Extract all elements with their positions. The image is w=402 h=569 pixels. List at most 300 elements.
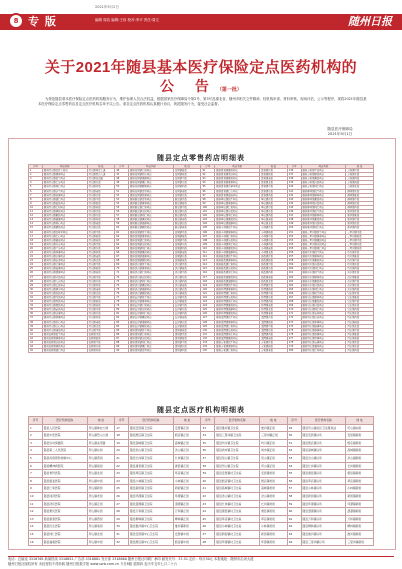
- table-cell: 淮河镇西街: [346, 226, 374, 230]
- table-cell: 15: [29, 226, 43, 230]
- table-row: [29, 424, 374, 432]
- table-cell: 随县厉山镇德仁药店: [42, 197, 87, 201]
- table-cell: 173: [287, 320, 301, 324]
- table-cell: 随县环潭镇诊所: [301, 500, 346, 508]
- table-cell: 随县草店镇济民药店: [215, 210, 260, 214]
- table-cell: 22: [29, 255, 43, 259]
- table-cell: 草店镇老街: [260, 515, 288, 523]
- table-cell: 122: [201, 296, 215, 300]
- table-cell: 随县万和镇惠民药店: [301, 177, 346, 181]
- table-cell: 169: [287, 304, 301, 308]
- table-cell: 厉山镇老街: [87, 271, 115, 275]
- table-cell: 小林镇北街: [260, 250, 288, 254]
- table-cell: 殷店镇新街: [173, 201, 201, 205]
- table-cell: 澴潭镇新街: [346, 508, 374, 516]
- table-row: [29, 454, 374, 462]
- table-cell: 随县厉山镇好心药店: [42, 320, 87, 324]
- table-cell: 113: [201, 259, 215, 263]
- table-cell: 随县洪山镇诊所: [301, 454, 346, 462]
- table-cell: 154: [287, 242, 301, 246]
- table-cell: 34: [29, 304, 43, 308]
- table-cell: 随县康复医院: [42, 477, 87, 485]
- masthead: [0, 0, 402, 42]
- table-cell: 随县淮河镇济民药店: [301, 222, 346, 226]
- table-cell: 172: [287, 316, 301, 320]
- table-cell: 16: [29, 538, 43, 546]
- table-cell: 随县草店镇卫生院: [129, 470, 174, 478]
- table-cell: 三里岗镇东街: [346, 242, 374, 246]
- table-cell: 随县厉山镇为民药店: [42, 296, 87, 300]
- table-cell: 唐县镇南街: [260, 177, 288, 181]
- table-cell: 85: [115, 328, 129, 332]
- table-cell: 随县高城镇民生药店: [129, 230, 174, 234]
- table-cell: 尚市镇正街: [260, 447, 288, 455]
- table-cell: 33: [201, 424, 215, 432]
- table-cell: 12: [29, 508, 43, 516]
- table-cell: 安居镇中街: [173, 177, 201, 181]
- table-cell: 19: [29, 242, 43, 246]
- table-cell: 安居镇老街: [260, 470, 288, 478]
- table-cell: 50: [115, 185, 129, 189]
- table-cell: 59: [115, 222, 129, 226]
- table-cell: 高城镇正街: [173, 230, 201, 234]
- table-cell: 厉山镇北街: [346, 324, 374, 328]
- table-cell: 17: [115, 424, 129, 432]
- table-cell: 厉山镇南街: [87, 189, 115, 193]
- table-cell: 厉山镇南街: [87, 523, 115, 531]
- table-cell: 厉山镇老街: [346, 336, 374, 340]
- table-cell: 80: [115, 308, 129, 312]
- table-cell: 草店镇新街: [260, 201, 288, 205]
- table-cell: 24: [29, 263, 43, 267]
- table-cell: 草店镇正街: [173, 470, 201, 478]
- table-cell: 随县唐县镇诊所: [301, 470, 346, 478]
- table-cell: 随县同济医院: [42, 492, 87, 500]
- table-cell: 安居镇新街: [173, 169, 201, 173]
- table-cell: 厉山镇西街: [87, 316, 115, 320]
- table-cell: 新街镇南街: [260, 275, 288, 279]
- table-cell: 唐县镇正街: [173, 332, 201, 336]
- table-cell: 随县三里岗镇民生药店: [301, 230, 346, 234]
- table-cell: 随县厉山镇大众药店: [42, 279, 87, 283]
- table-cell: 39: [29, 324, 43, 328]
- table-cell: 53: [287, 454, 301, 462]
- table-cell: 随县厉山镇健民药店: [42, 226, 87, 230]
- table-cell: 随县唐县镇康泰药店: [215, 181, 260, 185]
- table-cell: 随县唐县镇卫生院: [129, 462, 174, 470]
- table-cell: 厉山镇神农大道: [87, 169, 115, 173]
- table-cell: 随县厉山镇永康药店: [42, 255, 87, 259]
- table-cell: 环潭镇新街: [346, 500, 374, 508]
- table-cell: 140: [287, 185, 301, 189]
- table-cell: 随县唐县镇济民药店: [129, 336, 174, 340]
- table-cell: 唐县镇东街: [260, 189, 288, 193]
- table-cell: 随县柳林镇卫生院: [129, 515, 174, 523]
- table-cell: 163: [287, 279, 301, 283]
- table-cell: 淮河镇新街: [346, 530, 374, 538]
- table-cell: 唐县镇中街: [260, 185, 288, 189]
- table-cell: 96: [201, 189, 215, 193]
- table-cell: 随县唐县镇健民药店: [215, 177, 260, 181]
- table-cell: 小林镇南街: [260, 246, 288, 250]
- table-cell: 尚市镇新街: [346, 275, 374, 279]
- table-cell: 134: [201, 345, 215, 349]
- table-cell: 随县厉山镇保康药店: [301, 332, 346, 336]
- table-cell: 53: [115, 197, 129, 201]
- table-cell: 随县小林镇民生药店: [215, 226, 260, 230]
- footer-line-1: 电话：总编室 3318765 新闻热线 3318852 广告部 3318881 发行部 3318860 随州日报社印刷厂承印 邮发代号：37-51 定价：每月30元 本报地址：随州市沿河大道: [8, 557, 254, 561]
- table-cell: 随县安居镇仁和药店: [129, 169, 174, 173]
- table-cell: 淮河镇中街: [346, 218, 374, 222]
- table-cell: 121: [201, 291, 215, 295]
- table-cell: 54: [115, 201, 129, 205]
- table-cell: 厉山镇北街: [87, 259, 115, 263]
- table-cell: 厉山镇北街: [87, 291, 115, 295]
- table-cell: 63: [287, 530, 301, 538]
- table-cell: 随县唐县镇百姓药店: [129, 349, 174, 353]
- table-cell: 75: [115, 287, 129, 291]
- table-cell: 厉山镇正街: [87, 242, 115, 246]
- table-cell: 随县高城镇康泰药店: [129, 234, 174, 238]
- table-cell: 随县洪山镇卫生院: [129, 447, 174, 455]
- table-cell: 洪山镇新街: [173, 267, 201, 271]
- table-cell: 唐县镇中街: [173, 341, 201, 345]
- table-cell: 随县环潭镇福康药店: [215, 308, 260, 312]
- column-header: 地 址: [346, 165, 374, 169]
- table-cell: 58: [115, 218, 129, 222]
- table-cell: 随县洪山镇惠民药店: [129, 283, 174, 287]
- page-number: 8: [13, 17, 19, 25]
- table-cell: 小林镇西街: [260, 242, 288, 246]
- column-header: 序号: [115, 165, 129, 169]
- table-cell: 随县安居镇卫生院: [129, 424, 174, 432]
- table-cell: 109: [201, 242, 215, 246]
- table-cell: 随县厉山镇益民药店: [42, 201, 87, 205]
- table-cell: 随县吴山镇民生药店: [301, 291, 346, 295]
- table-cell: 178: [287, 341, 301, 345]
- table-cell: 厉山镇老街: [87, 238, 115, 242]
- table-cell: 170: [287, 308, 301, 312]
- table-cell: 随县安居镇济民药店: [42, 341, 87, 345]
- table-cell: 87: [115, 336, 129, 340]
- table-cell: 26: [29, 271, 43, 275]
- table-cell: 随县厉山镇惠民药店: [42, 214, 87, 218]
- table-cell: 随县厉山镇仁寿药店: [301, 349, 346, 353]
- table-cell: 35: [29, 308, 43, 312]
- table-cell: 随县柳林镇惠民药店: [301, 197, 346, 201]
- table-cell: 随县洪山镇村卫生室: [215, 492, 260, 500]
- table-cell: 115: [201, 267, 215, 271]
- table-cell: 95: [201, 185, 215, 189]
- table-cell: 随县人民医院: [42, 424, 87, 432]
- table-cell: 尚市镇东街: [346, 283, 374, 287]
- table-cell: 随县环潭镇仁和药店: [215, 291, 260, 295]
- table-cell: 随县新街镇民生药店: [215, 255, 260, 259]
- table-cell: 随县安居镇同心药店: [129, 173, 174, 177]
- table-cell: 随县厉山镇康泰药店: [42, 173, 87, 177]
- table-cell: 随县殷店镇同仁药店: [129, 214, 174, 218]
- table-cell: 厉山镇西街: [87, 185, 115, 189]
- table-cell: 厉山镇烈山大道: [87, 432, 115, 440]
- table-cell: 56: [115, 210, 129, 214]
- table-cell: 随县小林镇济民药店: [215, 238, 260, 242]
- table-cell: 厉山镇东街: [87, 246, 115, 250]
- table-cell: 洪山镇东街: [173, 275, 201, 279]
- table-cell: 60: [287, 508, 301, 516]
- table-cell: 随县骨科医院: [42, 470, 87, 478]
- table-cell: 165: [287, 287, 301, 291]
- table-cell: 小林镇东街: [260, 238, 288, 242]
- table-cell: 长岗镇东街: [173, 308, 201, 312]
- table-cell: 随县万和镇济民药店: [301, 181, 346, 185]
- table-cell: 洪山镇南街: [173, 283, 201, 287]
- table-cell: 52: [115, 193, 129, 197]
- table-cell: 117: [201, 275, 215, 279]
- table-cell: 106: [201, 230, 215, 234]
- table-cell: 180: [287, 349, 301, 353]
- table-cell: 174: [287, 324, 301, 328]
- table-cell: 新街镇西街: [260, 271, 288, 275]
- table-cell: 随县康泰医院: [42, 515, 87, 523]
- table-cell: 长岗镇中街: [173, 304, 201, 308]
- table-cell: 随县小林镇同仁药店: [215, 242, 260, 246]
- table-cell: 随县新街镇惠民药店: [215, 275, 260, 279]
- table-cell: 27: [115, 500, 129, 508]
- table-cell: 99: [201, 201, 215, 205]
- table-cell: 71: [115, 271, 129, 275]
- table-cell: 3: [29, 177, 43, 181]
- table-cell: 61: [115, 230, 129, 234]
- table-cell: 厉山镇东街: [87, 312, 115, 316]
- table-cell: 3: [29, 439, 43, 447]
- table-cell: 吴山镇正街: [260, 454, 288, 462]
- table-cell: 厉山镇东街: [87, 279, 115, 283]
- table-cell: 吴山镇中街: [346, 300, 374, 304]
- table-cell: 厉山镇炎帝路: [87, 439, 115, 447]
- table-cell: 随县厉山镇济世药店: [301, 316, 346, 320]
- column-header: 医疗机构名称: [215, 417, 260, 425]
- table-cell: 随县三里岗镇康泰药店: [301, 234, 346, 238]
- table-cell: 随县厉山镇福安药店: [42, 238, 87, 242]
- table-cell: 111: [201, 250, 215, 254]
- table-cell: 随县安居镇康泰药店: [42, 336, 87, 340]
- table-cell: 洪山镇北街: [173, 287, 201, 291]
- table-cell: 随县环潭镇同仁药店: [215, 300, 260, 304]
- table-cell: 8: [29, 477, 43, 485]
- table-cell: 随县厉山镇瑞康药店: [301, 324, 346, 328]
- table-cell: 环潭镇老街: [260, 312, 288, 316]
- table-cell: 唐县镇西街: [260, 193, 288, 197]
- table-cell: 淮河镇新街: [173, 523, 201, 531]
- table-cell: 随县小林镇福康药店: [215, 250, 260, 254]
- table-cell: 随县厉山镇天济药店: [42, 242, 87, 246]
- table-cell: 澴潭镇东街: [260, 328, 288, 332]
- table-cell: 环潭镇正街: [260, 283, 288, 287]
- table-cell: 随县殷店镇村卫生室: [215, 477, 260, 485]
- table-cell: 厉山镇中街: [87, 230, 115, 234]
- table-cell: 11: [29, 500, 43, 508]
- table-cell: 淮河镇新街: [346, 214, 374, 218]
- table-cell: 随县殷店镇百姓药店: [129, 197, 174, 201]
- table-cell: 17: [29, 234, 43, 238]
- table-cell: 安居镇东街: [173, 181, 201, 185]
- column-header: 序号: [29, 417, 43, 425]
- table-cell: 随县新街镇济民药店: [215, 267, 260, 271]
- table-cell: 153: [287, 238, 301, 242]
- page-footer: [0, 556, 402, 569]
- table-cell: 随县安居镇民康药店: [129, 193, 174, 197]
- table-cell: 小林镇老街: [260, 523, 288, 531]
- column-header: 序号: [29, 165, 43, 169]
- table-cell: 145: [287, 205, 301, 209]
- table-cell: 高城镇北街: [173, 255, 201, 259]
- table-cell: 环潭镇东街: [260, 296, 288, 300]
- table-cell: 随县淮河镇民生药店: [301, 210, 346, 214]
- table-cell: 10: [29, 492, 43, 500]
- table-cell: 55: [115, 205, 129, 209]
- table-cell: 随县唐县镇村卫生室: [215, 508, 260, 516]
- table-cell: 146: [287, 210, 301, 214]
- table-cell: 28: [29, 279, 43, 283]
- table-cell: 厉山镇东街: [346, 424, 374, 432]
- table-row: [29, 477, 374, 485]
- table-cell: 随县殷店镇惠民药店: [129, 218, 174, 222]
- table-cell: 澴潭镇正街: [260, 316, 288, 320]
- table-cell: 42: [29, 336, 43, 340]
- table-cell: 69: [115, 263, 129, 267]
- table-cell: 46: [115, 169, 129, 173]
- table-row: [29, 349, 374, 353]
- table-cell: 64: [287, 538, 301, 546]
- column-header: 地 址: [260, 417, 288, 425]
- table-cell: 73: [115, 279, 129, 283]
- table-cell: 随县厉山镇康宁药店: [42, 287, 87, 291]
- table-cell: 环潭镇老街: [260, 538, 288, 546]
- table-cell: 新街镇正街: [173, 485, 201, 493]
- table-cell: 随县万和镇康民药店: [301, 173, 346, 177]
- table-cell: 43: [29, 341, 43, 345]
- table-cell: 132: [201, 336, 215, 340]
- table-cell: 安居镇北街: [173, 193, 201, 197]
- table-cell: 23: [29, 259, 43, 263]
- table-cell: 安居镇中街: [87, 341, 115, 345]
- table-cell: 殷店镇中街: [173, 205, 201, 209]
- column-header: 序号: [201, 165, 215, 169]
- table-cell: 尚市镇中街: [346, 279, 374, 283]
- table-cell: 156: [287, 250, 301, 254]
- table-cell: 随县厉山镇福康药店: [42, 218, 87, 222]
- table-cell: 安居镇西街: [87, 349, 115, 353]
- table-cell: 88: [115, 341, 129, 345]
- table-cell: 均川镇中街: [346, 259, 374, 263]
- table-cell: 29: [115, 515, 129, 523]
- table-cell: 77: [115, 296, 129, 300]
- table-cell: 随县洪山镇仁和药店: [129, 271, 174, 275]
- table-cell: 长岗镇南街: [173, 316, 201, 320]
- table-cell: 随县小林镇诊所: [301, 485, 346, 493]
- table-cell: 随县万和镇康泰药店: [215, 345, 260, 349]
- masthead-bar: [0, 14, 402, 30]
- table-cell: 随县厉山镇仁和药店: [42, 205, 87, 209]
- table-cell: 5: [29, 185, 43, 189]
- table-row: [29, 432, 374, 440]
- table-cell: 殷店镇北街: [173, 222, 201, 226]
- table-cell: 随县吴山镇惠民药店: [301, 300, 346, 304]
- table-cell: 32: [115, 538, 129, 546]
- table-cell: 114: [201, 263, 215, 267]
- table-cell: 7: [29, 193, 43, 197]
- table-cell: 91: [201, 169, 215, 173]
- table-cell: 随县厉山镇济生药店: [42, 189, 87, 193]
- table-cell: 2: [29, 432, 43, 440]
- table-cell: 小林镇正街: [260, 226, 288, 230]
- table-cell: 殷店镇东街: [173, 210, 201, 214]
- table-cell: 54: [287, 462, 301, 470]
- table-cell: 三里岗镇西街: [346, 246, 374, 250]
- editor-credits: 编辑 周容 编辑:王伟 校对:李平 责任:周文: [95, 18, 159, 22]
- table-cell: 淮河镇正街: [260, 424, 288, 432]
- table-cell: 20: [29, 246, 43, 250]
- table-cell: 随县环潭镇康泰药店: [215, 287, 260, 291]
- table-cell: 86: [115, 332, 129, 336]
- table-cell: 57: [287, 485, 301, 493]
- table-cell: 随县长岗镇民生药店: [129, 296, 174, 300]
- table-cell: 吴山镇新街: [346, 296, 374, 300]
- table-cell: 唐县镇新街: [173, 336, 201, 340]
- table-cell: 104: [201, 222, 215, 226]
- table-cell: 万和镇老街: [260, 349, 288, 353]
- table-cell: 淮河镇东街: [346, 222, 374, 226]
- table-cell: 均川镇新街: [346, 255, 374, 259]
- table-cell: 随县殷店镇仁和药店: [129, 205, 174, 209]
- table-cell: 厉山镇南街: [87, 255, 115, 259]
- table-cell: 148: [287, 218, 301, 222]
- table-cell: 三里岗镇新街: [346, 234, 374, 238]
- table-cell: 11: [29, 210, 43, 214]
- table-cell: 随县澴潭镇济民药店: [215, 328, 260, 332]
- table-cell: 吴山镇正街: [346, 291, 374, 295]
- table-cell: 柳林镇西街: [346, 205, 374, 209]
- table-cell: 高城镇西街: [173, 246, 201, 250]
- table-cell: 随县唐县镇同济药店: [215, 173, 260, 177]
- table-cell: 随县厉山镇仁心药店: [42, 234, 87, 238]
- table-cell: 厉山镇正街: [87, 210, 115, 214]
- table-cell: 长岗镇新街: [346, 462, 374, 470]
- table-cell: 127: [201, 316, 215, 320]
- table-cell: 随县殷店镇健民药店: [129, 226, 174, 230]
- table-cell: 随县疾病预防控制中心: [42, 454, 87, 462]
- table-cell: 厉山镇神农大道: [87, 424, 115, 432]
- table-cell: 105: [201, 226, 215, 230]
- table-cell: 随县同仁医院: [42, 530, 87, 538]
- table-cell: 随县环潭镇健民药店: [215, 312, 260, 316]
- table-cell: 随县三里岗镇同仁药店: [301, 246, 346, 250]
- table-cell: 32: [29, 296, 43, 300]
- table-cell: 108: [201, 238, 215, 242]
- table-cell: 随县高城镇诊所: [301, 447, 346, 455]
- table-cell: 随县唐县镇仁和药店: [129, 332, 174, 336]
- table-cell: 161: [287, 271, 301, 275]
- table-cell: 随县厉山镇爱民药店: [42, 283, 87, 287]
- page-number-badge: [8, 13, 24, 29]
- table-cell: 152: [287, 234, 301, 238]
- table-cell: 柳林镇正街: [346, 189, 374, 193]
- table-cell: 随县洪山镇健民药店: [129, 291, 174, 295]
- table-cell: 48: [201, 538, 215, 546]
- newspaper-logo: 随州日报: [348, 15, 392, 28]
- signing-date: 2021年9月1日: [327, 132, 353, 136]
- table-cell: 22: [115, 462, 129, 470]
